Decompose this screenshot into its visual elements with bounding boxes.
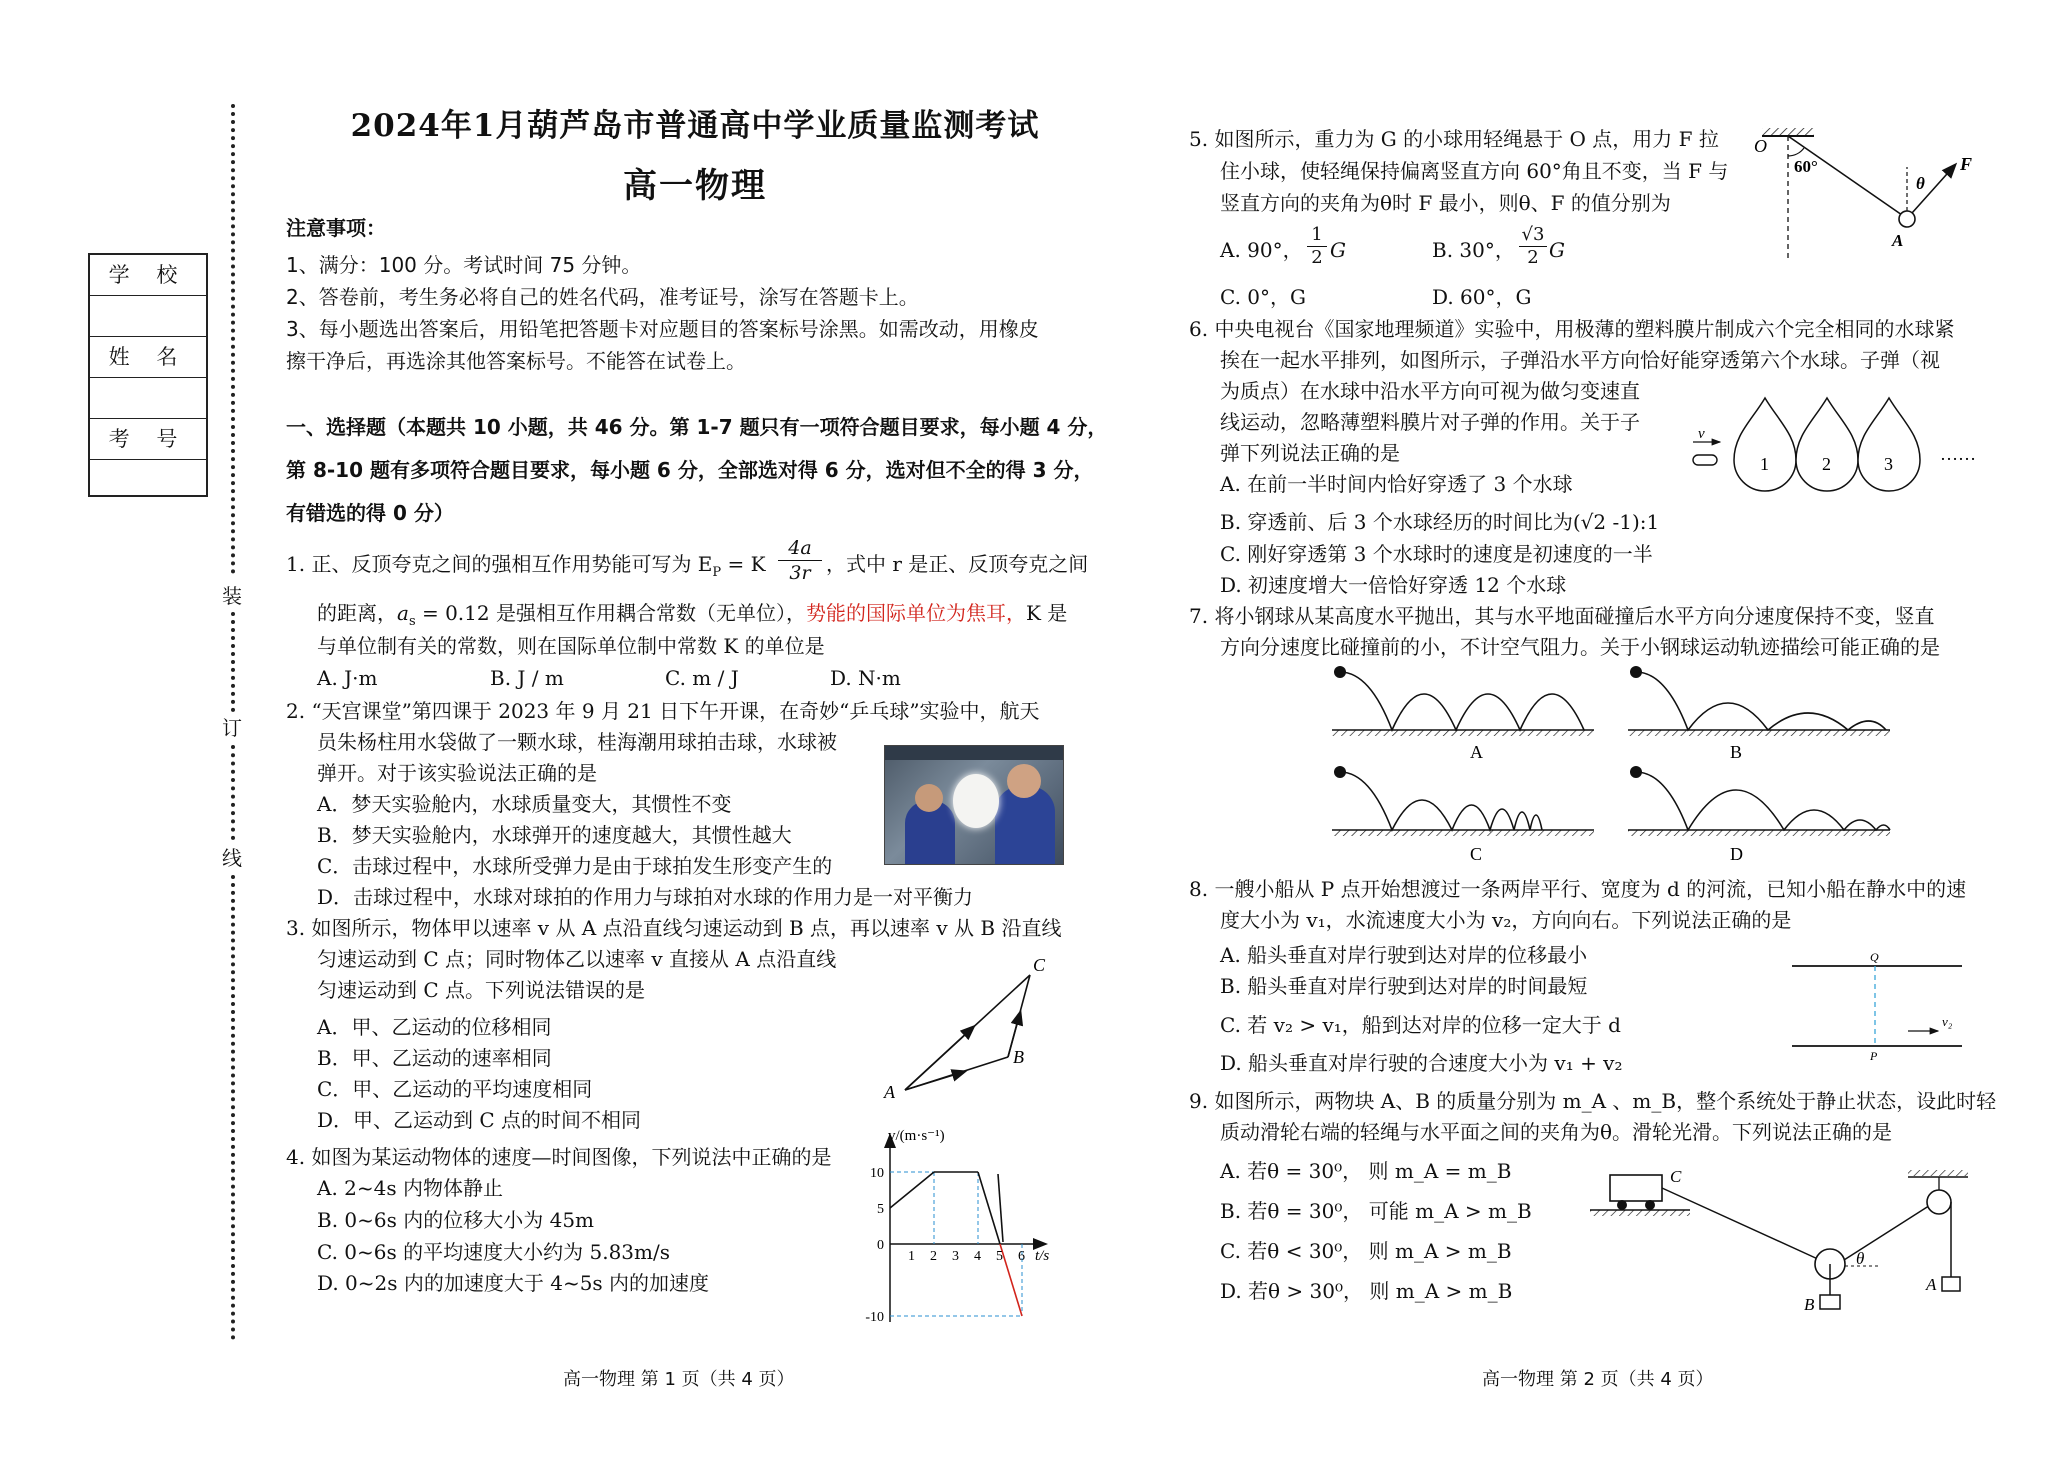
q8-line2: 度大小为 v₁，水流速度大小为 v₂，方向向右。下列说法正确的是 [1220,908,1792,932]
q6-label-2: 2 [1822,454,1831,474]
q7-label-c: C [1470,844,1483,864]
vt-segment-join [998,1174,1003,1242]
q5-option-d[interactable]: D. 60°，G [1432,285,1532,309]
q2-line1: 2. “天宫课堂”第四课于 2023 年 9 月 21 日下午开课，在奇妙“乒乓球”实验中，航天 [286,699,1040,723]
q1-l2b: a [397,601,409,625]
q3-option-c[interactable]: C．甲、乙运动的平均速度相同 [317,1077,593,1101]
vt-x-tick-1: 1 [908,1249,915,1264]
q1-formula [778,536,822,585]
q9-label-a: A [1926,1275,1937,1294]
q5-line3: 竖直方向的夹角为θ时 F 最小，则θ、F 的值分别为 [1220,191,1671,215]
q5-pendulum-diagram [1750,122,1980,262]
q1-line1a: 1. 正、反顶夸克之间的强相互作用势能可写为 $E_P = K$ [286,552,766,580]
q5-a-den: 2 [1311,247,1323,268]
school-field[interactable] [90,296,206,337]
q6-line3: 为质点）在水球中沿水平方向可视为做匀变速直 [1220,379,1640,403]
q5-b-fraction [1519,224,1547,269]
q1-l2c: = 0.12 是强相互作用耦合常数（无单位）， [415,601,806,625]
name-label: 姓 名 [90,337,206,378]
q5-option-b[interactable] [1432,237,1515,263]
q2-line3: 弹开。对于该实验说法正确的是 [317,761,597,785]
binding-dotted-line-3 [231,745,235,840]
vt-x-tick-4: 4 [974,1249,981,1264]
q6-label-3: 3 [1884,454,1893,474]
q5-b-g: G [1549,238,1565,262]
footer-right: 高一物理 第 2 页（共 4 页） [1482,1369,1714,1390]
q1-red-text: 势能的国际单位为焦耳， [805,601,1026,625]
q5-a-g: G [1330,238,1346,262]
q6-option-d[interactable]: D. 初速度增大一倍恰好穿透 12 个水球 [1220,573,1567,597]
q9-label-theta: θ [1856,1249,1865,1268]
section1-line1: 一、选择题（本题共 10 小题，共 46 分。第 1-7 题只有一项符合题目要求，每小题 4 分， [286,415,1108,439]
binding-dotted-line-1 [231,104,235,574]
note-1: 1、满分：100 分。考试时间 75 分钟。 [286,253,642,277]
vt-y-axis-label: v/(m·s⁻¹) [888,1128,945,1144]
q1-stem-a: 1. 正、反顶夸克之间的强相互作用势能可写为 E [286,552,713,576]
q9-line2: 质动滑轮右端的轻绳与水平面之间的夹角为θ。滑轮光滑。下列说法正确的是 [1220,1120,1893,1144]
q3-label-c: C [1033,955,1046,975]
binding-char-xian: 线 [222,846,242,870]
binding-char-zhuang: 装 [222,584,242,608]
q5-b-num: √3 [1519,224,1547,247]
q2-option-a[interactable]: A．梦天实验舱内，水球质量变大，其惯性不变 [317,792,732,816]
q6-label-dots: …… [1940,444,1976,464]
vt-y-tick-1: 5 [877,1202,884,1217]
q2-line2: 员朱杨柱用水袋做了一颗水球，桂海潮用球拍击球，水球被 [317,730,837,754]
q5-label-f: F [1960,154,1973,174]
q5-label-a: A [1892,231,1904,250]
q1-option-d[interactable]: D. N·m [830,666,901,690]
q7-line2: 方向分速度比碰撞前的小，不计空气阻力。关于小钢球运动轨迹描绘可能正确的是 [1220,635,1940,659]
q3-option-b[interactable]: B．甲、乙运动的速率相同 [317,1046,552,1070]
q8-river-diagram [1790,946,1980,1066]
q4-option-c[interactable]: C. 0~6s 的平均速度大小约为 5.83m/s [317,1240,670,1264]
q6-label-v: v [1698,426,1705,442]
q5-b-den: 2 [1527,247,1539,268]
binding-dotted-line-2 [231,612,235,712]
section1-line2: 第 8-10 题有多项符合题目要求，每小题 6 分，全部选对得 6 分，选对但不全的得 3 分， [286,458,1094,482]
vt-x-tick-3: 3 [952,1249,959,1264]
number-label: 考 号 [90,419,206,460]
q5-label-o: O [1754,136,1767,156]
q9-label-c: C [1670,1167,1682,1186]
q5-label-theta: θ [1916,174,1925,193]
student-info-box [88,253,208,497]
exam-title: 2024年1月葫芦岛市普通高中学业质量监测考试 [350,108,1040,144]
vt-x-tick-6: 6 [1018,1249,1025,1264]
q6-line5: 弹下列说法正确的是 [1220,441,1400,465]
number-field[interactable] [90,460,206,500]
q1-line3: 与单位制有关的常数，则在国际单位制中常数 K 的单位是 [317,634,825,658]
vt-x-tick-2: 2 [930,1249,937,1264]
q1-option-b[interactable]: B. J / m [490,666,564,690]
q6-line1: 6. 中央电视台《国家地理频道》实验中，用极薄的塑料膜片制成六个完全相同的水球紧 [1189,317,1955,341]
q7-label-b: B [1730,742,1743,762]
q3-label-b: B [1013,1047,1024,1067]
q3-line1: 3. 如图所示，物体甲以速率 v 从 A 点沿直线匀速运动到 B 点，再以速率 v 从 B 沿直线 [286,916,1062,940]
q5-b-prefix: B. 30°， [1432,238,1515,262]
q1-l2d: K 是 [1025,601,1068,625]
vt-x-tick-5: 5 [996,1249,1003,1264]
q8-option-b[interactable]: B. 船头垂直对岸行驶到达对岸的时间最短 [1220,974,1588,998]
vt-y-tick-0: 10 [870,1166,884,1181]
q8-option-c[interactable]: C. 若 v₂ > v₁，船到达对岸的位移一定大于 d [1220,1013,1621,1037]
q6-option-b[interactable]: B. 穿透前、后 3 个水球经历的时间比为(√2 -1):1 [1220,510,1660,534]
name-field[interactable] [90,378,206,419]
q9-option-b[interactable]: B. 若θ = 30⁰， 可能 m_A > m_B [1220,1199,1532,1223]
q6-water-balls-diagram [1690,390,1990,500]
q3-triangle-diagram [880,945,1060,1105]
q5-a-prefix: A. 90°， [1220,238,1303,262]
q8-label-v2: v₂ [1942,1014,1953,1029]
vt-segment-0 [890,1172,934,1208]
q1-l2a: 的距离， [317,601,397,625]
notes-heading: 注意事项： [286,216,386,240]
note-3b: 擦干净后，再选涂其他答案标号。不能答在试卷上。 [286,349,746,373]
q7-label-a: A [1470,742,1483,762]
vt-chart [860,1128,1060,1328]
q5-a-fraction [1307,224,1327,269]
exam-subject: 高一物理 [623,166,767,206]
q9-option-d[interactable]: D. 若θ > 30⁰， 则 m_A > m_B [1220,1279,1513,1303]
q5-line1: 5. 如图所示，重力为 G 的小球用轻绳悬于 O 点，用力 F 拉 [1189,127,1719,151]
tiangong-classroom-photo [884,745,1064,865]
q6-option-c[interactable]: C. 刚好穿透第 3 个水球时的速度是初速度的一半 [1220,542,1653,566]
q9-option-a[interactable]: A. 若θ = 30⁰， 则 m_A = m_B [1220,1159,1512,1183]
q4-option-a[interactable]: A. 2~4s 内物体静止 [317,1176,503,1200]
vt-segment-2 [978,1172,1000,1244]
q3-label-a: A [884,1082,895,1102]
q7-label-d: D [1730,844,1743,864]
q2-option-b[interactable]: B．梦天实验舱内，水球弹开的速度越大，其惯性越大 [317,823,792,847]
q8-option-d[interactable]: D. 船头垂直对岸行驶的合速度大小为 v₁ + v₂ [1220,1051,1623,1075]
q5-a-num: 1 [1307,224,1327,247]
q1-line1b: ，式中 r 是正、反顶夸克之间 [826,552,1089,576]
note-2: 2、答卷前，考生务必将自己的姓名代码，准考证号，涂写在答题卡上。 [286,285,919,309]
q3-option-d[interactable]: D．甲、乙运动到 C 点的时间不相同 [317,1108,642,1132]
q7-trajectory-diagram [1330,662,1940,867]
q7-line1: 7. 将小钢球从某高度水平抛出，其与水平地面碰撞后水平方向分速度保持不变，竖直 [1189,604,1935,628]
q1-line2: 的距离，$a_s = 0.12$ 是强相互作用耦合常数（无单位），势能的国际单位为焦耳，K 是 [317,601,1068,629]
q1-formula-numerator: 4a [778,536,822,561]
binding-dotted-line-4 [231,875,235,1340]
q9-line1: 9. 如图所示，两物块 A、B 的质量分别为 m_A 、m_B，整个系统处于静止状态，设此时轻 [1189,1089,1997,1113]
school-label: 学 校 [90,255,206,296]
q4-option-d[interactable]: D. 0~2s 内的加速度大于 4~5s 内的加速度 [317,1271,710,1295]
vt-x-axis-label: t/s [1035,1248,1050,1264]
q6-option-a[interactable]: A. 在前一半时间内恰好穿透了 3 个水球 [1220,472,1573,496]
note-3a: 3、每小题选出答案后，用铅笔把答题卡对应题目的答案标号涂黑。如需改动，用橡皮 [286,317,1039,341]
q8-line1: 8. 一艘小船从 P 点开始想渡过一条两岸平行、宽度为 d 的河流，已知小船在静水中的速 [1189,877,1967,901]
q5-label-60: 60° [1794,157,1818,176]
q1-option-a[interactable]: A. J·m [317,666,378,690]
q5-line2: 住小球，使轻绳保持偏离竖直方向 60°角且不变，当 F 与 [1220,159,1729,183]
q4-option-b[interactable]: B. 0~6s 内的位移大小为 45m [317,1208,595,1232]
q8-option-a[interactable]: A. 船头垂直对岸行驶到达对岸的位移最小 [1220,943,1588,967]
q5-option-c[interactable]: C. 0°，G [1220,285,1307,309]
q6-line4: 线运动，忽略薄塑料膜片对子弹的作用。关于子 [1220,410,1640,434]
q1-option-c[interactable]: C. m / J [665,666,739,690]
vt-y-tick-2: 0 [877,1238,884,1253]
footer-left: 高一物理 第 1 页（共 4 页） [563,1369,795,1390]
q1-formula-denominator: 3r [789,562,811,584]
q4-line1: 4. 如图为某运动物体的速度—时间图像，下列说法中正确的是 [286,1145,832,1169]
q9-option-c[interactable]: C. 若θ < 30⁰， 则 m_A > m_B [1220,1239,1512,1263]
q8-label-p: P [1870,1049,1878,1063]
binding-char-ding: 订 [222,716,242,740]
q6-label-1: 1 [1760,454,1769,474]
q3-option-a[interactable]: A．甲、乙运动的位移相同 [317,1015,552,1039]
section1-line3: 有错选的得 0 分） [286,501,454,525]
q3-line3: 匀速运动到 C 点。下列说法错误的是 [317,978,646,1002]
q9-label-b: B [1804,1295,1815,1314]
q2-option-c[interactable]: C．击球过程中，水球所受弹力是由于球拍发生形变产生的 [317,854,833,878]
q2-option-d[interactable]: D．击球过程中，水球对球拍的作用力与球拍对水球的作用力是一对平衡力 [317,885,974,909]
q8-label-q: Q [1870,950,1879,964]
q9-pulley-diagram [1590,1160,1960,1320]
vt-y-tick-3: -10 [865,1310,884,1325]
q5-option-a[interactable] [1220,237,1303,263]
q3-line2: 匀速运动到 C 点；同时物体乙以速率 v 直接从 A 点沿直线 [317,947,837,971]
q6-line2: 挨在一起水平排列，如图所示，子弹沿水平方向恰好能穿透第六个水球。子弹（视 [1220,348,1940,372]
